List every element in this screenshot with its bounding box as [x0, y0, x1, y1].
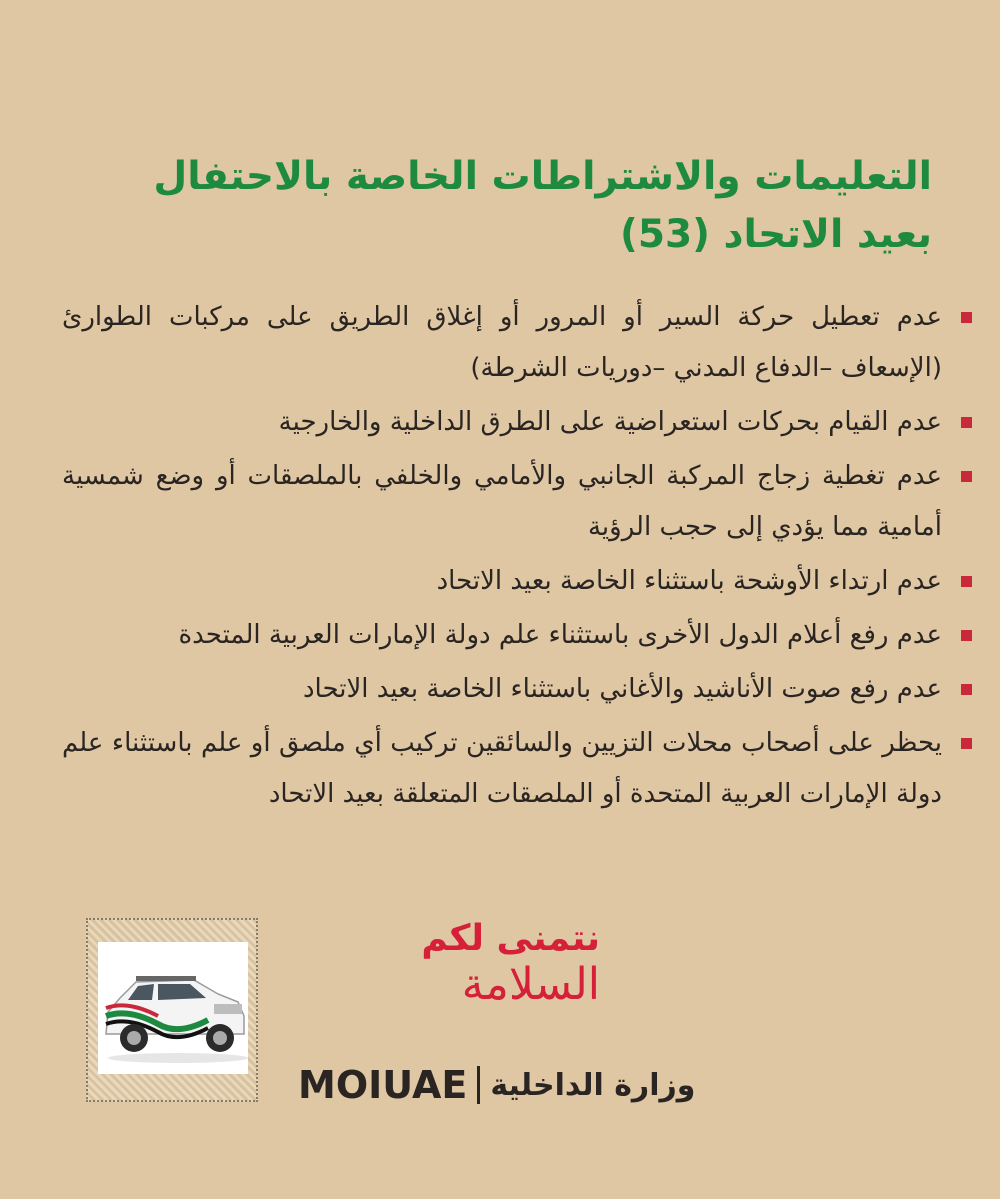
rule-item	[62, 292, 942, 394]
rule-text: عدم تغطية زجاج المركبة الجانبي والأمامي والخلفي بالملصقات أو وضع شمسية أمامية مما يؤدي إلى حجب الرؤية	[62, 461, 942, 542]
brand-latin: MOIUAE	[298, 1063, 468, 1107]
rule-item	[62, 610, 942, 661]
rule-item	[62, 397, 942, 448]
rule-text: عدم رفع صوت الأناشيد والأغاني باستثناء الخاصة بعيد الاتحاد	[302, 674, 942, 704]
slogan	[390, 918, 600, 1010]
bullet-icon	[961, 630, 972, 641]
bullet-icon	[961, 684, 972, 695]
rule-item	[62, 451, 942, 553]
vehicle-image	[98, 942, 248, 1074]
rule-text: عدم القيام بحركات استعراضية على الطرق الداخلية والخارجية	[278, 407, 942, 437]
rule-text: عدم تعطيل حركة السير أو المرور أو إغلاق الطريق على مركبات الطوارئ (الإسعاف –الدفاع المدني –دوريات الشرطة)	[62, 302, 942, 383]
rule-item	[62, 718, 942, 820]
rule-text: عدم ارتداء الأوشحة باستثناء الخاصة بعيد الاتحاد	[436, 566, 942, 596]
rules-list	[62, 292, 942, 823]
slogan-line-1: نتمنى لكم	[421, 918, 600, 959]
stamp-frame	[86, 918, 258, 1102]
bullet-icon	[961, 417, 972, 428]
title-line-2: بعيد الاتحاد (53)	[619, 212, 932, 257]
brand-arabic: وزارة الداخلية	[490, 1067, 696, 1103]
rule-item	[62, 664, 942, 715]
bullet-icon	[961, 576, 972, 587]
ministry-logo	[298, 1058, 718, 1112]
poster-title	[52, 148, 932, 264]
title-line-1: التعليمات والاشتراطات الخاصة بالاحتفال	[153, 154, 932, 199]
rule-text: يحظر على أصحاب محلات التزيين والسائقين تركيب أي ملصق أو علم باستثناء علم دولة الإمارات العربية المتحدة أو الملصقات المتعلقة بعيد الاتحاد	[62, 728, 942, 809]
bullet-icon	[961, 738, 972, 749]
police-suv-icon	[98, 942, 248, 1074]
brand-divider	[477, 1066, 480, 1104]
bullet-icon	[961, 471, 972, 482]
slogan-line-2: السلامة	[461, 959, 600, 1010]
bullet-icon	[961, 312, 972, 323]
rule-text: عدم رفع أعلام الدول الأخرى باستثناء علم دولة الإمارات العربية المتحدة	[178, 620, 942, 650]
rule-item	[62, 556, 942, 607]
